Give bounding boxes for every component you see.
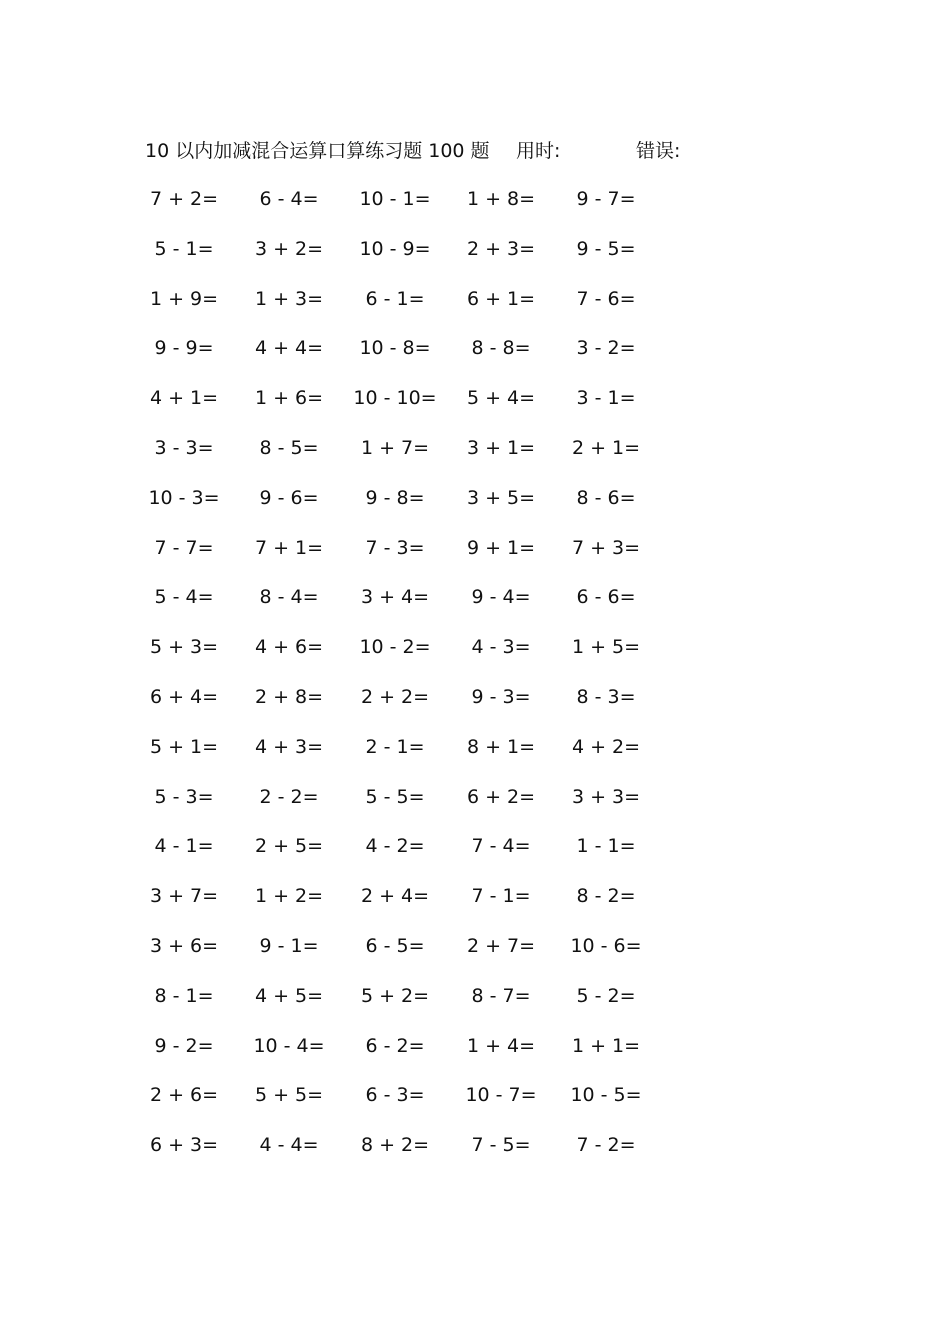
problem-item: 9 - 5= <box>576 237 636 260</box>
problem-row <box>0 682 950 732</box>
problem-item: 3 - 3= <box>154 436 214 459</box>
problem-item: 2 + 3= <box>466 237 536 260</box>
problem-item: 9 - 8= <box>365 486 425 509</box>
problem-grid <box>0 184 950 1180</box>
problem-item: 5 - 4= <box>154 586 214 609</box>
problem-item: 1 - 1= <box>576 835 636 858</box>
problem-item: 5 + 3= <box>149 636 219 659</box>
problem-item: 1 + 8= <box>466 188 536 210</box>
problem-item: 8 - 2= <box>576 885 636 908</box>
problem-row <box>0 333 950 383</box>
problem-item: 5 - 1= <box>154 237 214 260</box>
problem-item: 4 - 3= <box>471 636 531 659</box>
problem-item: 5 - 5= <box>365 785 425 808</box>
problem-item: 2 + 5= <box>254 835 324 858</box>
problem-item: 4 - 4= <box>259 1134 319 1157</box>
problem-item: 4 - 2= <box>365 835 425 858</box>
problem-item: 9 - 6= <box>259 486 319 509</box>
problem-row <box>0 1031 950 1081</box>
problem-row <box>0 881 950 931</box>
problem-row <box>0 184 950 234</box>
problem-item: 1 + 6= <box>254 387 324 410</box>
problem-item: 5 + 5= <box>254 1084 324 1107</box>
problem-item: 1 + 4= <box>466 1034 536 1057</box>
problem-item: 10 - 10= <box>353 387 437 410</box>
problem-row <box>0 284 950 334</box>
problem-item: 8 - 5= <box>259 436 319 459</box>
problem-row <box>0 831 950 881</box>
problem-item: 4 + 3= <box>254 735 324 758</box>
problem-item: 7 + 1= <box>254 536 324 559</box>
problem-item: 5 - 3= <box>154 785 214 808</box>
problem-item: 7 - 4= <box>471 835 531 858</box>
problem-item: 7 - 1= <box>471 885 531 908</box>
problem-item: 4 + 5= <box>254 984 324 1007</box>
problem-item: 7 - 2= <box>576 1134 636 1157</box>
problem-row <box>0 234 950 284</box>
problem-item: 6 - 3= <box>365 1084 425 1107</box>
problem-item: 3 + 5= <box>466 486 536 509</box>
problem-item: 10 - 5= <box>570 1084 642 1107</box>
problem-item: 9 + 1= <box>466 536 536 559</box>
problem-item: 5 + 4= <box>466 387 536 410</box>
problem-item: 10 - 1= <box>359 188 431 210</box>
problem-item: 1 + 5= <box>571 636 641 659</box>
problem-item: 6 + 3= <box>149 1134 219 1157</box>
problem-item: 6 - 1= <box>365 287 425 310</box>
problem-item: 1 + 2= <box>254 885 324 908</box>
problem-item: 6 - 6= <box>576 586 636 609</box>
problem-item: 7 - 6= <box>576 287 636 310</box>
problem-item: 3 + 2= <box>254 237 324 260</box>
problem-item: 8 - 8= <box>471 337 531 360</box>
problem-item: 1 + 1= <box>571 1034 641 1057</box>
problem-item: 10 - 9= <box>359 237 431 260</box>
problem-row <box>0 1080 950 1130</box>
problem-item: 1 + 9= <box>149 287 219 310</box>
problem-item: 8 - 6= <box>576 486 636 509</box>
problem-item: 3 - 2= <box>576 337 636 360</box>
problem-item: 9 - 1= <box>259 934 319 957</box>
problem-item: 4 + 4= <box>254 337 324 360</box>
problem-item: 6 - 4= <box>259 188 319 210</box>
problem-item: 6 + 4= <box>149 685 219 708</box>
problem-item: 2 + 7= <box>466 934 536 957</box>
problem-item: 8 - 3= <box>576 685 636 708</box>
problem-row <box>0 533 950 583</box>
problem-row <box>0 931 950 981</box>
problem-item: 3 + 3= <box>571 785 641 808</box>
errors-label: 错误: <box>636 140 681 162</box>
problem-item: 9 - 7= <box>576 188 636 210</box>
problem-item: 9 - 4= <box>471 586 531 609</box>
problem-item: 8 + 2= <box>360 1134 430 1157</box>
problem-item: 2 - 1= <box>365 735 425 758</box>
problem-item: 2 + 8= <box>254 685 324 708</box>
problem-item: 7 + 2= <box>149 188 219 210</box>
problem-row <box>0 582 950 632</box>
problem-item: 10 - 3= <box>148 486 220 509</box>
problem-item: 3 + 1= <box>466 436 536 459</box>
problem-item: 7 - 7= <box>154 536 214 559</box>
problem-item: 10 - 8= <box>359 337 431 360</box>
problem-item: 3 + 4= <box>360 586 430 609</box>
problem-item: 2 + 1= <box>571 436 641 459</box>
problem-item: 2 + 2= <box>360 685 430 708</box>
problem-row <box>0 732 950 782</box>
problem-item: 5 + 1= <box>149 735 219 758</box>
problem-row <box>0 632 950 682</box>
problem-item: 9 - 2= <box>154 1034 214 1057</box>
time-used-label: 用时: <box>516 140 561 162</box>
problem-item: 9 - 9= <box>154 337 214 360</box>
problem-item: 6 - 2= <box>365 1034 425 1057</box>
problem-item: 10 - 6= <box>570 934 642 957</box>
problem-item: 2 - 2= <box>259 785 319 808</box>
problem-item: 2 + 4= <box>360 885 430 908</box>
problem-item: 7 + 3= <box>571 536 641 559</box>
problem-item: 10 - 2= <box>359 636 431 659</box>
problem-item: 4 + 6= <box>254 636 324 659</box>
problem-item: 8 + 1= <box>466 735 536 758</box>
problem-item: 2 + 6= <box>149 1084 219 1107</box>
problem-item: 5 - 2= <box>576 984 636 1007</box>
problem-item: 4 - 1= <box>154 835 214 858</box>
problem-item: 1 + 7= <box>360 436 430 459</box>
problem-item: 8 - 7= <box>471 984 531 1007</box>
problem-item: 5 + 2= <box>360 984 430 1007</box>
problem-item: 3 + 6= <box>149 934 219 957</box>
problem-item: 1 + 3= <box>254 287 324 310</box>
problem-row <box>0 981 950 1031</box>
problem-row <box>0 483 950 533</box>
problem-item: 6 + 2= <box>466 785 536 808</box>
problem-item: 8 - 4= <box>259 586 319 609</box>
problem-row <box>0 383 950 433</box>
problem-item: 3 - 1= <box>576 387 636 410</box>
problem-item: 10 - 7= <box>465 1084 537 1107</box>
problem-item: 4 + 2= <box>571 735 641 758</box>
problem-item: 3 + 7= <box>149 885 219 908</box>
problem-item: 4 + 1= <box>149 387 219 410</box>
problem-item: 6 + 1= <box>466 287 536 310</box>
problem-item: 8 - 1= <box>154 984 214 1007</box>
problem-item: 6 - 5= <box>365 934 425 957</box>
problem-row <box>0 782 950 832</box>
problem-row <box>0 1130 950 1180</box>
worksheet-title: 10 以内加减混合运算口算练习题 100 题 <box>145 140 490 162</box>
problem-item: 7 - 5= <box>471 1134 531 1157</box>
problem-row <box>0 433 950 483</box>
problem-item: 10 - 4= <box>253 1034 325 1057</box>
problem-item: 7 - 3= <box>365 536 425 559</box>
problem-item: 9 - 3= <box>471 685 531 708</box>
